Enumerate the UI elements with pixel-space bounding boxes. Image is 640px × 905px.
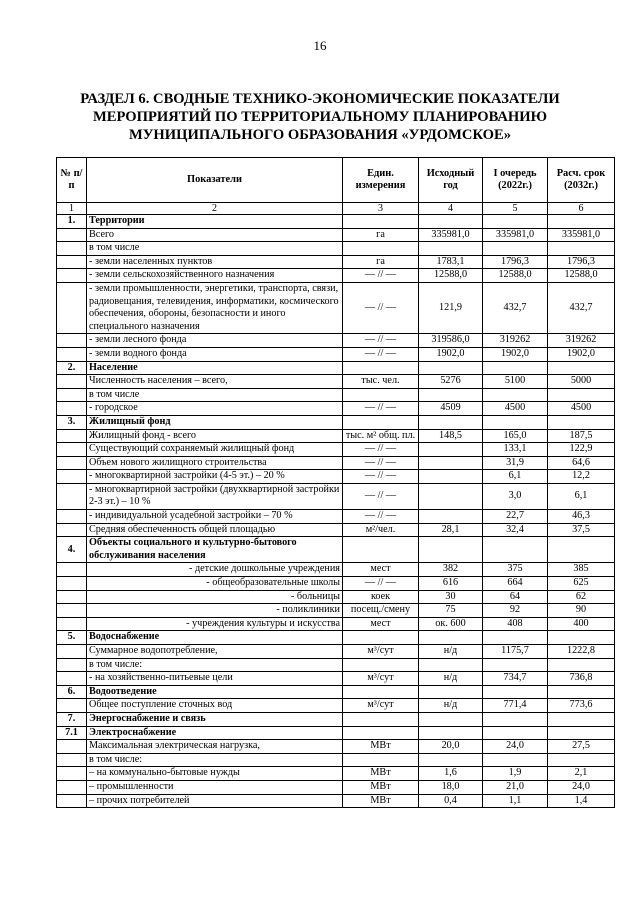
- row-number: [57, 780, 87, 794]
- row-indicator: – прочих потребителей: [87, 794, 343, 808]
- header-calc-period: Расч. срок (2032г.): [548, 158, 615, 203]
- row-indicator: Электроснабжение: [87, 726, 343, 740]
- row-value-initial: [419, 388, 483, 402]
- row-unit: коек: [343, 590, 419, 604]
- header-unit: Един. измерения: [343, 158, 419, 203]
- row-value-stage-1: 32,4: [483, 523, 548, 537]
- row-unit: га: [343, 255, 419, 269]
- row-value-initial: [419, 685, 483, 699]
- table-row: [57, 282, 615, 333]
- row-value-stage-1: 92: [483, 604, 548, 618]
- row-value-initial: [419, 415, 483, 429]
- row-value-calc-period: 319262: [548, 334, 615, 348]
- row-value-initial: 148,5: [419, 429, 483, 443]
- row-value-stage-1: [483, 388, 548, 402]
- row-number: [57, 590, 87, 604]
- row-number: [57, 347, 87, 361]
- row-indicator: Энергоснабжение и связь: [87, 712, 343, 726]
- row-number: [57, 510, 87, 524]
- row-value-calc-period: 12,2: [548, 470, 615, 484]
- table-row: [57, 740, 615, 754]
- row-value-stage-1: [483, 415, 548, 429]
- row-value-initial: [419, 361, 483, 375]
- table-row: [57, 590, 615, 604]
- row-indicator: - общеобразовательные школы: [87, 577, 343, 591]
- row-value-initial: [419, 537, 483, 563]
- row-unit: [343, 685, 419, 699]
- row-value-calc-period: 400: [548, 617, 615, 631]
- row-unit: — // —: [343, 269, 419, 283]
- row-value-stage-1: [483, 685, 548, 699]
- row-value-stage-1: 24,0: [483, 740, 548, 754]
- row-value-calc-period: [548, 753, 615, 767]
- row-value-stage-1: 734,7: [483, 672, 548, 686]
- row-value-initial: 335981,0: [419, 228, 483, 242]
- table-row: [57, 510, 615, 524]
- row-indicator: Жилищный фонд: [87, 415, 343, 429]
- row-unit: га: [343, 228, 419, 242]
- row-value-calc-period: 187,5: [548, 429, 615, 443]
- row-value-stage-1: [483, 726, 548, 740]
- row-indicator: в том числе:: [87, 658, 343, 672]
- row-value-calc-period: [548, 658, 615, 672]
- row-value-initial: н/д: [419, 699, 483, 713]
- row-number: 5.: [57, 631, 87, 645]
- row-value-initial: 616: [419, 577, 483, 591]
- row-value-calc-period: 625: [548, 577, 615, 591]
- table-row: [57, 228, 615, 242]
- row-unit: [343, 712, 419, 726]
- row-number: [57, 402, 87, 416]
- header-initial-year: Исходный год: [419, 158, 483, 203]
- table-row: [57, 631, 615, 645]
- row-value-calc-period: [548, 361, 615, 375]
- row-value-stage-1: 21,0: [483, 780, 548, 794]
- table-row: [57, 402, 615, 416]
- table-row: [57, 685, 615, 699]
- row-value-initial: 1783,1: [419, 255, 483, 269]
- row-value-initial: 12588,0: [419, 269, 483, 283]
- row-number: [57, 672, 87, 686]
- row-value-calc-period: 27,5: [548, 740, 615, 754]
- row-value-calc-period: 90: [548, 604, 615, 618]
- row-unit: [343, 388, 419, 402]
- row-indicator: - на хозяйственно-питьевые цели: [87, 672, 343, 686]
- row-value-calc-period: 736,8: [548, 672, 615, 686]
- row-unit: м³/сут: [343, 699, 419, 713]
- row-unit: посещ./смену: [343, 604, 419, 618]
- row-value-calc-period: 62: [548, 590, 615, 604]
- table-row: [57, 645, 615, 659]
- row-value-initial: [419, 470, 483, 484]
- row-indicator: - поликлиники: [87, 604, 343, 618]
- row-unit: [343, 753, 419, 767]
- row-unit: тыс. м² общ. пл.: [343, 429, 419, 443]
- row-value-stage-1: 1,9: [483, 767, 548, 781]
- column-number: 5: [483, 203, 548, 215]
- row-indicator: в том числе: [87, 388, 343, 402]
- row-value-stage-1: 664: [483, 577, 548, 591]
- row-value-calc-period: 773,6: [548, 699, 615, 713]
- row-value-initial: 319586,0: [419, 334, 483, 348]
- row-indicator: Население: [87, 361, 343, 375]
- row-unit: — // —: [343, 483, 419, 509]
- row-number: [57, 523, 87, 537]
- row-value-calc-period: 64,6: [548, 456, 615, 470]
- row-number: [57, 375, 87, 389]
- row-indicator: Общее поступление сточных вод: [87, 699, 343, 713]
- row-indicator: – промышленности: [87, 780, 343, 794]
- row-value-initial: 5276: [419, 375, 483, 389]
- table-row: [57, 415, 615, 429]
- row-unit: мест: [343, 563, 419, 577]
- row-number: [57, 429, 87, 443]
- row-value-calc-period: 1,4: [548, 794, 615, 808]
- row-value-initial: 121,9: [419, 282, 483, 333]
- row-indicator: Объем нового жилищного строительства: [87, 456, 343, 470]
- row-indicator: - детские дошкольные учреждения: [87, 563, 343, 577]
- row-unit: — // —: [343, 443, 419, 457]
- row-number: [57, 645, 87, 659]
- row-number: 7.1: [57, 726, 87, 740]
- row-value-stage-1: 1796,3: [483, 255, 548, 269]
- table-row: [57, 604, 615, 618]
- row-indicator: - земли промышленности, энергетики, транспорта, связи, радиовещания, телевидения, информатики, космического обеспечения, обороны, безопасности и иного специального назначения: [87, 282, 343, 333]
- table-row: [57, 617, 615, 631]
- row-value-initial: н/д: [419, 645, 483, 659]
- row-unit: — // —: [343, 510, 419, 524]
- row-value-calc-period: [548, 215, 615, 229]
- row-number: [57, 577, 87, 591]
- table-row: [57, 215, 615, 229]
- header-no: № п/п: [57, 158, 87, 203]
- row-value-calc-period: 385: [548, 563, 615, 577]
- row-value-stage-1: 133,1: [483, 443, 548, 457]
- row-value-initial: [419, 753, 483, 767]
- row-indicator: в том числе: [87, 242, 343, 256]
- row-indicator: Существующий сохраняемый жилищный фонд: [87, 443, 343, 457]
- row-indicator: - многоквартирной застройки (4-5 эт.) – 20 %: [87, 470, 343, 484]
- row-value-stage-1: 375: [483, 563, 548, 577]
- row-value-stage-1: [483, 361, 548, 375]
- row-value-initial: [419, 658, 483, 672]
- row-number: [57, 794, 87, 808]
- row-indicator: - индивидуальной усадебной застройки – 70 %: [87, 510, 343, 524]
- row-value-stage-1: 1175,7: [483, 645, 548, 659]
- row-value-stage-1: 3,0: [483, 483, 548, 509]
- row-indicator: Водоснабжение: [87, 631, 343, 645]
- row-value-calc-period: [548, 631, 615, 645]
- row-value-initial: [419, 726, 483, 740]
- row-value-initial: 20,0: [419, 740, 483, 754]
- table-row: [57, 563, 615, 577]
- title-line: МЕРОПРИЯТИЙ ПО ТЕРРИТОРИАЛЬНОМУ ПЛАНИРОВАНИЮ: [92, 109, 548, 125]
- row-number: [57, 767, 87, 781]
- row-number: 3.: [57, 415, 87, 429]
- row-value-calc-period: 6,1: [548, 483, 615, 509]
- row-indicator: - городское: [87, 402, 343, 416]
- row-value-calc-period: 4500: [548, 402, 615, 416]
- row-value-calc-period: [548, 388, 615, 402]
- table-row: [57, 712, 615, 726]
- row-value-initial: 1902,0: [419, 347, 483, 361]
- row-value-calc-period: 12588,0: [548, 269, 615, 283]
- row-unit: [343, 242, 419, 256]
- row-value-initial: [419, 443, 483, 457]
- row-value-initial: [419, 215, 483, 229]
- row-number: 4.: [57, 537, 87, 563]
- row-value-initial: [419, 242, 483, 256]
- table-row: [57, 470, 615, 484]
- row-value-initial: 382: [419, 563, 483, 577]
- row-number: [57, 753, 87, 767]
- row-value-calc-period: [548, 685, 615, 699]
- column-number: 4: [419, 203, 483, 215]
- row-unit: [343, 361, 419, 375]
- row-value-initial: 1,6: [419, 767, 483, 781]
- table-row: [57, 483, 615, 509]
- row-value-stage-1: 5100: [483, 375, 548, 389]
- table-row: [57, 269, 615, 283]
- row-unit: — // —: [343, 577, 419, 591]
- row-value-stage-1: [483, 537, 548, 563]
- table-row: [57, 334, 615, 348]
- table-row: [57, 726, 615, 740]
- row-value-calc-period: 46,3: [548, 510, 615, 524]
- row-indicator: в том числе:: [87, 753, 343, 767]
- row-value-calc-period: 1902,0: [548, 347, 615, 361]
- row-indicator: - земли населенных пунктов: [87, 255, 343, 269]
- row-unit: [343, 537, 419, 563]
- table-row: [57, 577, 615, 591]
- row-number: [57, 456, 87, 470]
- row-number: [57, 269, 87, 283]
- row-number: [57, 699, 87, 713]
- header-stage-1: I очередь (2022г.): [483, 158, 548, 203]
- row-unit: [343, 215, 419, 229]
- table-row: [57, 375, 615, 389]
- row-number: [57, 483, 87, 509]
- column-number-row: [57, 203, 615, 215]
- row-number: [57, 658, 87, 672]
- row-unit: МВт: [343, 794, 419, 808]
- row-value-initial: [419, 631, 483, 645]
- row-value-stage-1: 165,0: [483, 429, 548, 443]
- column-number: 6: [548, 203, 615, 215]
- row-unit: МВт: [343, 740, 419, 754]
- table-row: [57, 672, 615, 686]
- document-title: [60, 90, 580, 144]
- row-value-calc-period: 37,5: [548, 523, 615, 537]
- row-value-calc-period: 24,0: [548, 780, 615, 794]
- table-row: [57, 794, 615, 808]
- row-value-calc-period: [548, 726, 615, 740]
- row-unit: м²/чел.: [343, 523, 419, 537]
- row-value-stage-1: 408: [483, 617, 548, 631]
- row-number: 6.: [57, 685, 87, 699]
- table-row: [57, 429, 615, 443]
- row-value-initial: 4509: [419, 402, 483, 416]
- row-unit: — // —: [343, 282, 419, 333]
- row-unit: м³/сут: [343, 645, 419, 659]
- column-number: 2: [87, 203, 343, 215]
- row-value-initial: 18,0: [419, 780, 483, 794]
- row-number: [57, 282, 87, 333]
- row-indicator: Средняя обеспеченность общей площадью: [87, 523, 343, 537]
- table-row: [57, 443, 615, 457]
- row-indicator: - земли сельскохозяйственного назначения: [87, 269, 343, 283]
- row-unit: мест: [343, 617, 419, 631]
- row-value-stage-1: 12588,0: [483, 269, 548, 283]
- row-number: [57, 242, 87, 256]
- table-row: [57, 767, 615, 781]
- row-value-stage-1: 319262: [483, 334, 548, 348]
- column-number: 3: [343, 203, 419, 215]
- table-row: [57, 255, 615, 269]
- row-unit: МВт: [343, 780, 419, 794]
- row-value-initial: [419, 510, 483, 524]
- row-indicator: Численность населения – всего,: [87, 375, 343, 389]
- row-value-calc-period: 122,9: [548, 443, 615, 457]
- row-indicator: Водоотведение: [87, 685, 343, 699]
- row-number: [57, 388, 87, 402]
- table-row: [57, 780, 615, 794]
- row-value-stage-1: 1902,0: [483, 347, 548, 361]
- row-indicator: - многоквартирной застройки (двухквартирной застройки 2-3 эт.) – 10 %: [87, 483, 343, 509]
- row-number: [57, 563, 87, 577]
- row-value-stage-1: 64: [483, 590, 548, 604]
- row-value-calc-period: 2,1: [548, 767, 615, 781]
- indicators-table: [56, 157, 615, 808]
- page-number: 16: [313, 38, 327, 53]
- row-indicator: Всего: [87, 228, 343, 242]
- row-indicator: Территории: [87, 215, 343, 229]
- row-value-stage-1: 6,1: [483, 470, 548, 484]
- row-value-stage-1: 22,7: [483, 510, 548, 524]
- row-value-initial: 30: [419, 590, 483, 604]
- table-row: [57, 242, 615, 256]
- row-value-calc-period: 432,7: [548, 282, 615, 333]
- row-unit: — // —: [343, 456, 419, 470]
- row-indicator: – на коммунально-бытовые нужды: [87, 767, 343, 781]
- row-unit: [343, 631, 419, 645]
- row-number: [57, 470, 87, 484]
- row-indicator: - учреждения культуры и искусства: [87, 617, 343, 631]
- row-indicator: - земли водного фонда: [87, 347, 343, 361]
- row-value-initial: 28,1: [419, 523, 483, 537]
- row-indicator: Объекты социального и культурно-бытового обслуживания населения: [87, 537, 343, 563]
- row-unit: — // —: [343, 334, 419, 348]
- row-unit: [343, 415, 419, 429]
- row-number: [57, 228, 87, 242]
- title-line: МУНИЦИПАЛЬНОГО ОБРАЗОВАНИЯ «УРДОМСКОЕ»: [128, 127, 512, 143]
- row-value-stage-1: [483, 712, 548, 726]
- table-body: [57, 215, 615, 808]
- row-number: 2.: [57, 361, 87, 375]
- row-value-initial: ок. 600: [419, 617, 483, 631]
- row-unit: МВт: [343, 767, 419, 781]
- table-row: [57, 361, 615, 375]
- row-value-stage-1: 31,9: [483, 456, 548, 470]
- row-unit: м³/сут: [343, 672, 419, 686]
- row-unit: [343, 726, 419, 740]
- row-value-stage-1: 432,7: [483, 282, 548, 333]
- row-value-stage-1: [483, 753, 548, 767]
- row-indicator: Суммарное водопотребление,: [87, 645, 343, 659]
- row-unit: — // —: [343, 347, 419, 361]
- row-number: [57, 255, 87, 269]
- header-indicator: Показатели: [87, 158, 343, 203]
- row-indicator: - земли лесного фонда: [87, 334, 343, 348]
- row-unit: тыс. чел.: [343, 375, 419, 389]
- row-value-calc-period: 1222,8: [548, 645, 615, 659]
- row-value-initial: [419, 712, 483, 726]
- row-indicator: - больницы: [87, 590, 343, 604]
- row-value-stage-1: 4500: [483, 402, 548, 416]
- row-value-stage-1: [483, 242, 548, 256]
- row-value-initial: 75: [419, 604, 483, 618]
- table-row: [57, 347, 615, 361]
- table-row: [57, 456, 615, 470]
- row-value-calc-period: 1796,3: [548, 255, 615, 269]
- row-value-calc-period: 5000: [548, 375, 615, 389]
- row-value-stage-1: [483, 658, 548, 672]
- table-row: [57, 388, 615, 402]
- row-value-calc-period: [548, 242, 615, 256]
- row-value-stage-1: 335981,0: [483, 228, 548, 242]
- row-number: [57, 617, 87, 631]
- table-row: [57, 523, 615, 537]
- title-line: РАЗДЕЛ 6. СВОДНЫЕ ТЕХНИКО-ЭКОНОМИЧЕСКИЕ ПОКАЗАТЕЛИ: [80, 91, 560, 107]
- row-number: [57, 604, 87, 618]
- row-value-initial: 0,4: [419, 794, 483, 808]
- row-unit: [343, 658, 419, 672]
- row-value-stage-1: 771,4: [483, 699, 548, 713]
- table-row: [57, 753, 615, 767]
- table-row: [57, 699, 615, 713]
- row-number: 1.: [57, 215, 87, 229]
- row-value-initial: н/д: [419, 672, 483, 686]
- table-row: [57, 658, 615, 672]
- row-value-calc-period: [548, 712, 615, 726]
- row-value-stage-1: 1,1: [483, 794, 548, 808]
- row-number: [57, 443, 87, 457]
- row-number: 7.: [57, 712, 87, 726]
- row-value-initial: [419, 456, 483, 470]
- row-value-calc-period: 335981,0: [548, 228, 615, 242]
- row-value-stage-1: [483, 631, 548, 645]
- row-indicator: Максимальная электрическая нагрузка,: [87, 740, 343, 754]
- row-indicator: Жилищный фонд - всего: [87, 429, 343, 443]
- row-value-calc-period: [548, 415, 615, 429]
- header-row: [57, 158, 615, 203]
- row-unit: — // —: [343, 470, 419, 484]
- column-number: 1: [57, 203, 87, 215]
- row-value-stage-1: [483, 215, 548, 229]
- row-value-initial: [419, 483, 483, 509]
- row-number: [57, 740, 87, 754]
- row-unit: — // —: [343, 402, 419, 416]
- row-value-calc-period: [548, 537, 615, 563]
- row-number: [57, 334, 87, 348]
- table-row: [57, 537, 615, 563]
